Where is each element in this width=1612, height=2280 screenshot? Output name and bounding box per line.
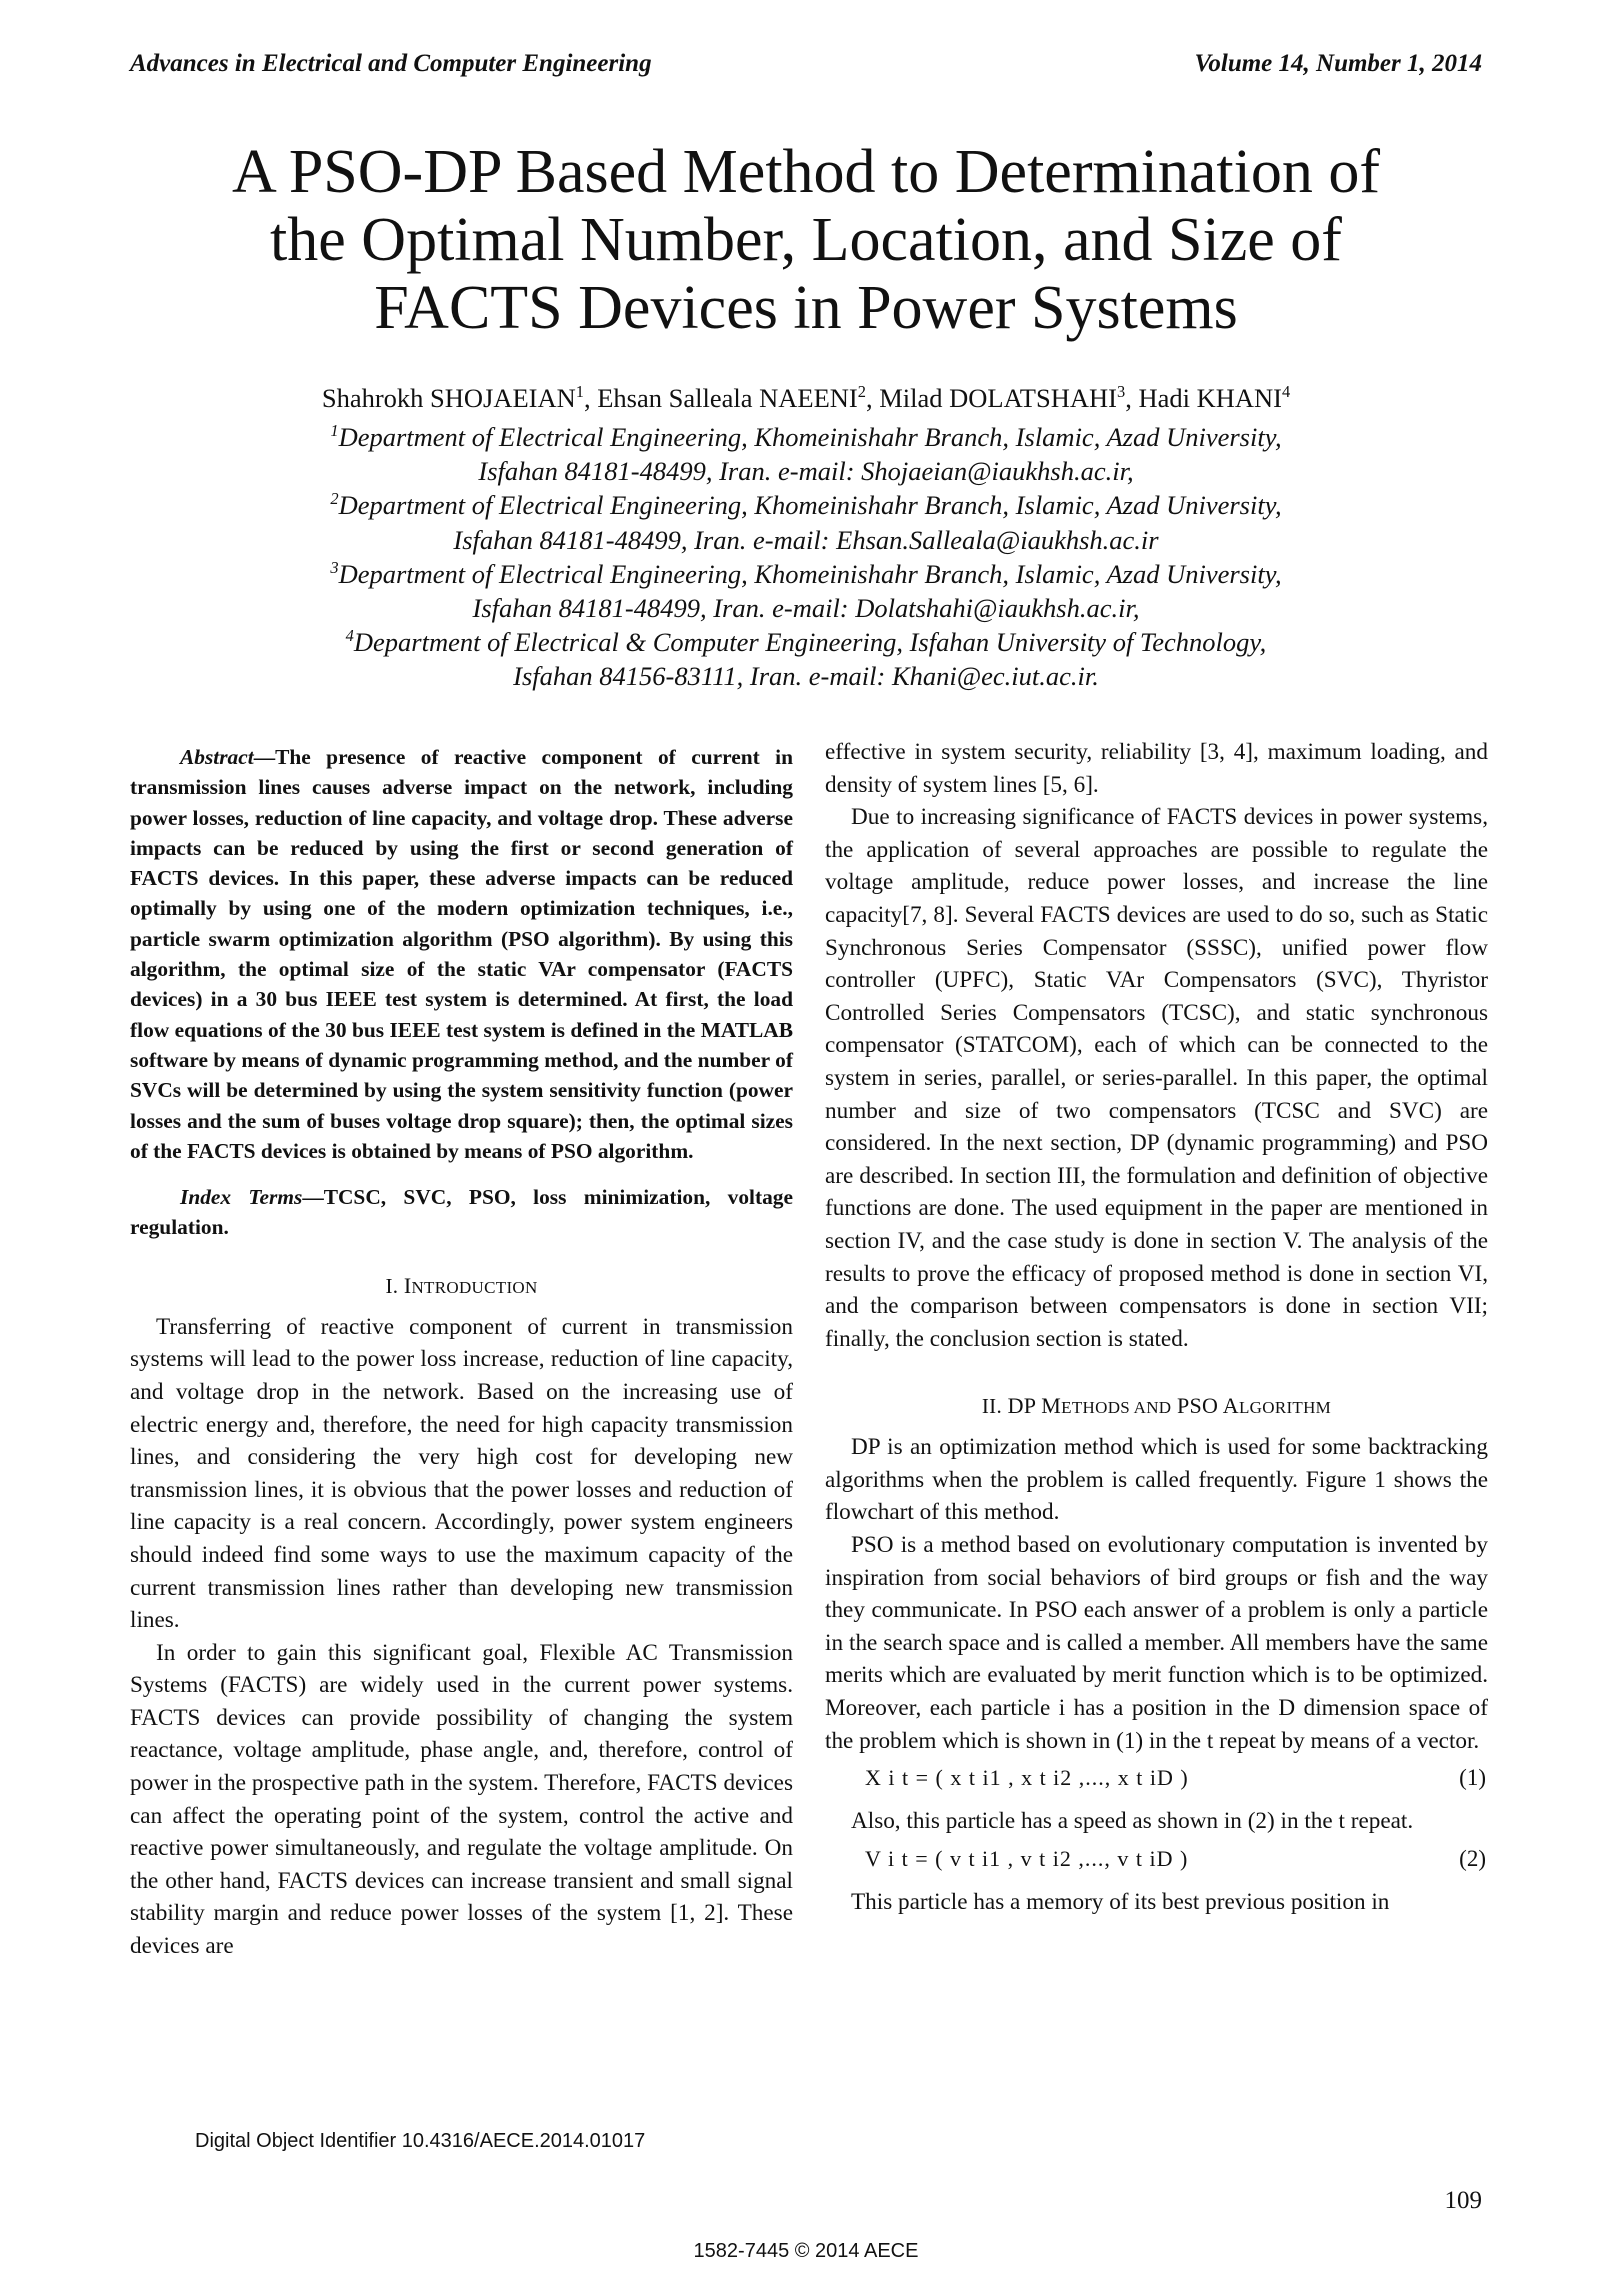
paper-title	[130, 138, 1482, 342]
doi-footnote: Digital Object Identifier 10.4316/AECE.2014.01017	[195, 2130, 646, 2152]
affiliation-line	[130, 557, 1482, 591]
abstract-text: —The presence of reactive component of current in transmission lines causes adverse impact on the network, including power losses, reduction of line capacity, and voltage drop. These adverse impacts can be reduced by using the first or second generation of FACTS devices. In this paper, these adverse impacts can be reduced optimally by using one of the modern optimization techniques, i.e., particle swarm optimization algorithm (PSO algorithm). By using this algorithm, the optimal size of the static VAr compensator (FACTS devices) in a 30 bus IEEE test system is determined. At first, the load flow equations of the 30 bus IEEE test system is defined in the MATLAB software by means of dynamic programming method, and the number of SVCs will be determined by using the system sensitivity function (power losses and the sum of buses voltage drop square); then, the optimal sizes of the FACTS devices is obtained by means of PSO algorithm.	[130, 745, 793, 1163]
equation-2	[825, 1840, 1488, 1884]
affiliations	[130, 420, 1482, 694]
volume-info: Volume 14, Number 1, 2014	[1194, 50, 1482, 77]
section-title-rest: LGORITHM	[1238, 1398, 1332, 1418]
equation-1	[825, 1759, 1488, 1803]
equation-number: (1)	[1459, 1765, 1486, 1791]
section-initial: DP M	[1007, 1393, 1062, 1419]
paragraph: DP is an optimization method which is used for some backtracking algorithms when the problem is called frequently. Figure 1 shows the flowchart of this method.	[825, 1434, 1488, 1526]
paragraph-continued: effective in system security, reliability [3, 4], maximum loading, and density of system lines [5, 6].	[825, 739, 1488, 798]
author-sup: 3	[1116, 382, 1126, 402]
equation-expression: V i t = ( v t i1 , v t i2 ,..., v t iD )	[865, 1845, 1189, 1871]
equation-number: (2)	[1459, 1845, 1486, 1871]
section-initial: PSO A	[1176, 1393, 1239, 1419]
index-terms-label: Index Terms	[180, 1185, 303, 1210]
title-line: the Optimal Number, Location, and Size of	[270, 206, 1342, 274]
paragraph: Also, this particle has a speed as shown in (2) in the t repeat.	[851, 1808, 1414, 1835]
author-sep: ,	[865, 383, 880, 413]
affiliation-line: Isfahan 84181-48499, Iran. e-mail: Dolatshahi@iaukhsh.ac.ir,	[472, 593, 1140, 624]
issn-copyright: 1582-7445 © 2014 AECE	[693, 2240, 919, 2262]
aff-text: Department of Electrical Engineering, Khomeinishahr Branch, Islamic, Azad University,	[338, 490, 1282, 521]
section-initial: I	[403, 1272, 412, 1298]
paragraph: PSO is a method based on evolutionary computation is invented by inspiration from social behaviors of bird groups or fish and the way they communicate. In PSO each answer of a problem is only a particle in the search space and is called a member. All members have the same merits which are evaluated by merit function which is to be optimized. Moreover, each particle i has a position in the D dimension space of the problem which is shown in (1) in the t repeat by means of a vector.	[825, 1532, 1488, 1754]
author-name: Shahrokh SHOJAEIAN	[321, 383, 576, 413]
paragraph: Transferring of reactive component of current in transmission systems will lead to the power loss increase, reduction of line capacity, and voltage drop in the network. Based on the increasing use of electric energy and, therefore, the need for high capacity transmission lines, and considering the very high cost for developing new transmission lines, it is obvious that the power losses and reduction of line capacity is a real concern. Accordingly, power system engineers should indeed find some ways to use the maximum capacity of the current transmission lines rather than developing new transmission lines.	[130, 1313, 793, 1634]
author-sep: ,	[1125, 383, 1139, 413]
left-column	[130, 742, 793, 1963]
paragraph: In order to gain this significant goal, Flexible AC Transmission Systems (FACTS) are widely used in the current power systems. FACTS devices can provide possibility of changing the system reactance, voltage amplitude, phase angle, and, therefore, control of power in the prospective path in the system. Therefore, FACTS devices can affect the operating point of the system, control the active and reactive power simultaneously, and regulate the voltage amplitude. On the other hand, FACTS devices can increase transient and small signal stability margin and reduce power losses of the system [1, 2]. These devices are	[130, 1639, 793, 1960]
aff-sup: 1	[330, 421, 339, 441]
section-heading-dp-pso	[825, 1393, 1488, 1419]
affiliation-line: Isfahan 84181-48499, Iran. e-mail: Shojaeian@iaukhsh.ac.ir,	[478, 456, 1134, 487]
abstract	[130, 742, 793, 1166]
author-sep: ,	[584, 383, 598, 413]
aff-sup: 3	[330, 557, 339, 577]
section-heading-introduction	[130, 1273, 793, 1299]
aff-sup: 2	[330, 489, 339, 509]
author-sup: 2	[857, 382, 866, 402]
right-column	[825, 736, 1488, 1918]
section-title-rest: ETHODS AND	[1061, 1398, 1172, 1418]
aff-text: Department of Electrical Engineering, Khomeinishahr Branch, Islamic, Azad University,	[338, 558, 1282, 589]
index-terms-text: —TCSC, SVC, PSO, loss minimization, voltage regulation.	[130, 1185, 793, 1240]
author-sup: 1	[575, 382, 584, 402]
author-name: Hadi KHANI	[1138, 383, 1282, 413]
paragraph: This particle has a memory of its best previous position in	[851, 1888, 1390, 1915]
abstract-label: Abstract	[180, 745, 254, 769]
aff-sup: 4	[345, 626, 354, 646]
author-sup: 4	[1281, 382, 1291, 402]
page-number: 109	[1444, 2187, 1482, 2214]
title-line: A PSO-DP Based Method to Determination of	[231, 138, 1381, 206]
affiliation-line	[130, 420, 1482, 454]
section-number: I.	[385, 1273, 399, 1298]
affiliation-line: Isfahan 84156-83111, Iran. e-mail: Khani@ec.iut.ac.ir.	[513, 661, 1099, 692]
section-number: II.	[981, 1394, 1003, 1419]
author-name: Ehsan Salleala NAEENI	[597, 383, 858, 413]
title-line: FACTS Devices in Power Systems	[374, 274, 1238, 342]
aff-text: Department of Electrical & Computer Engineering, Isfahan University of Technology,	[353, 627, 1267, 658]
journal-name: Advances in Electrical and Computer Engineering	[130, 50, 652, 77]
author-list	[130, 383, 1482, 414]
section-title-rest: NTRODUCTION	[411, 1277, 538, 1297]
aff-text: Department of Electrical Engineering, Khomeinishahr Branch, Islamic, Azad University,	[338, 422, 1282, 452]
paragraph: Due to increasing significance of FACTS devices in power systems, the application of several approaches are possible to regulate the voltage amplitude, reduce power losses, and increase the line capacity[7, 8]. Several FACTS devices are used to do so, such as Static Synchronous Series Compensator (SSSC), unified power flow controller (UPFC), Static VAr Compensators (SVC), Thyristor Controlled Series Compensators (TCSC), and static synchronous compensator (STATCOM), each of which can be connected to the system in series, parallel, or series-parallel. In this paper, the optimal number and size of two compensators (TCSC and SVC) are considered. In the next section, DP (dynamic programming) and PSO are described. In section III, the formulation and definition of objective functions are done. The used equipment in the paper are mentioned in section IV, and the case study is done in section V. The analysis of the results to prove the efficacy of proposed method is done in section VI, and the comparison between compensators is done in section VII; finally, the conclusion section is stated.	[825, 804, 1488, 1352]
affiliation-line	[130, 625, 1482, 659]
affiliation-line: Isfahan 84181-48499, Iran. e-mail: Ehsan.Salleala@iaukhsh.ac.ir	[453, 524, 1159, 555]
affiliation-line	[130, 488, 1482, 522]
equation-expression: X i t = ( x t i1 , x t i2 ,..., x t iD )	[865, 1765, 1189, 1791]
author-name: Milad DOLATSHAHI	[879, 383, 1117, 413]
index-terms	[130, 1182, 793, 1243]
